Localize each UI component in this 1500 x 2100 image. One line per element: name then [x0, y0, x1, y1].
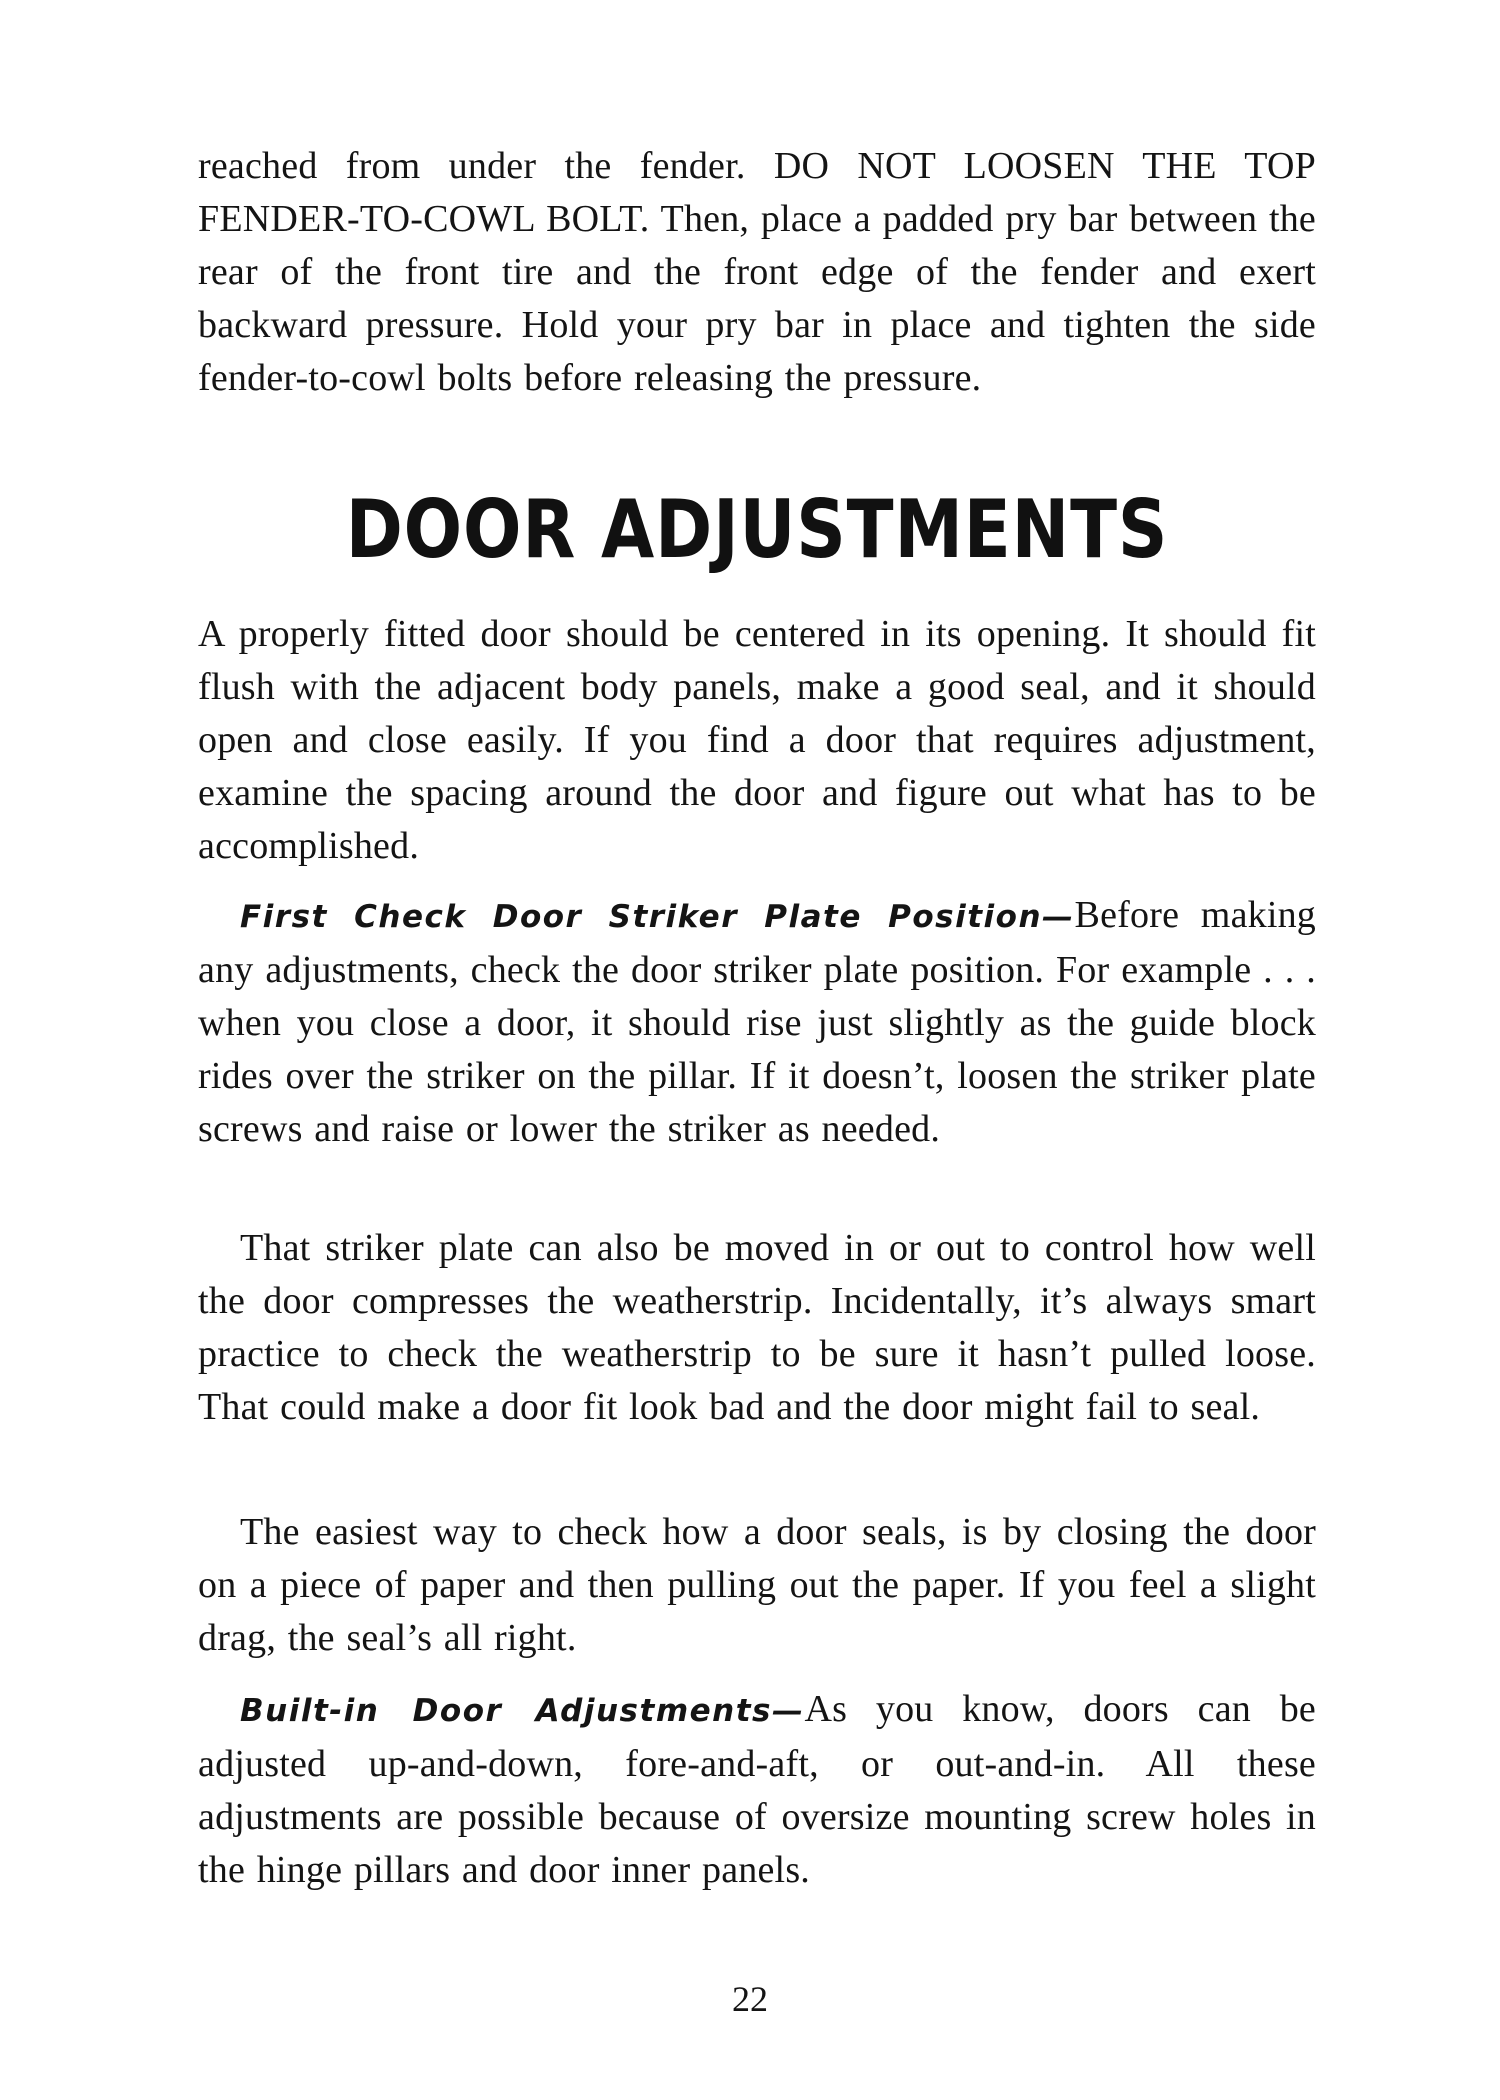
striker-plate-body: Before making any adjustments, check the door striker plate position. For example . . . when you close a door, it should rise just slightly as the guide block rides over the striker on the pillar. If it doesn’t, loosen the striker plate screws and raise or lower the striker as needed. — [198, 894, 1316, 1150]
built-in-adjustments-paragraph — [198, 1683, 1316, 1897]
page-number: 22 — [732, 1979, 768, 2019]
weatherstrip-paragraph: That striker plate can also be moved in or out to control how well the door compresses the weatherstrip. Incidentally, it’s always smart practice to check the weatherstrip to be sure it hasn’t pulled loose. That could make a door fit look bad and the door might fail to seal. — [198, 1227, 1316, 1428]
intro-paragraph: reached from under the fender. DO NOT LOOSEN THE TOP FENDER-TO-COWL BOLT. Then, place a padded pry bar between the rear of the front tire and the front edge of the fender and exert backward pressure. Hold your pry bar in place and tighten the side fender-to-cowl bolts before releasing the pressure. — [198, 145, 1316, 399]
door-fit-paragraph: A properly fitted door should be centered in its opening. It should fit flush with the adjacent body panels, make a good seal, and it should open and close easily. If you find a door that requires adjustment, examine the spacing around the door and figure out what has to be accomplished. — [198, 613, 1316, 867]
built-in-adjustments-body: As you know, doors can be adjusted up-and-down, fore-and-aft, or out-and-in. All these adjustments are possible because of oversize mounting screw holes in the hinge pillars and door inner panels. — [198, 1688, 1316, 1891]
built-in-adjustments-subheading: Built-in Door Adjustments— — [240, 1693, 805, 1729]
seal-check-paragraph: The easiest way to check how a door seals, is by closing the door on a piece of paper and then pulling out the paper. If you feel a slight drag, the seal’s all right. — [198, 1511, 1316, 1659]
striker-plate-paragraph — [198, 889, 1316, 1156]
section-heading: DOOR ADJUSTMENTS — [345, 483, 1169, 576]
striker-plate-subheading: First Check Door Striker Plate Position— — [240, 899, 1075, 935]
